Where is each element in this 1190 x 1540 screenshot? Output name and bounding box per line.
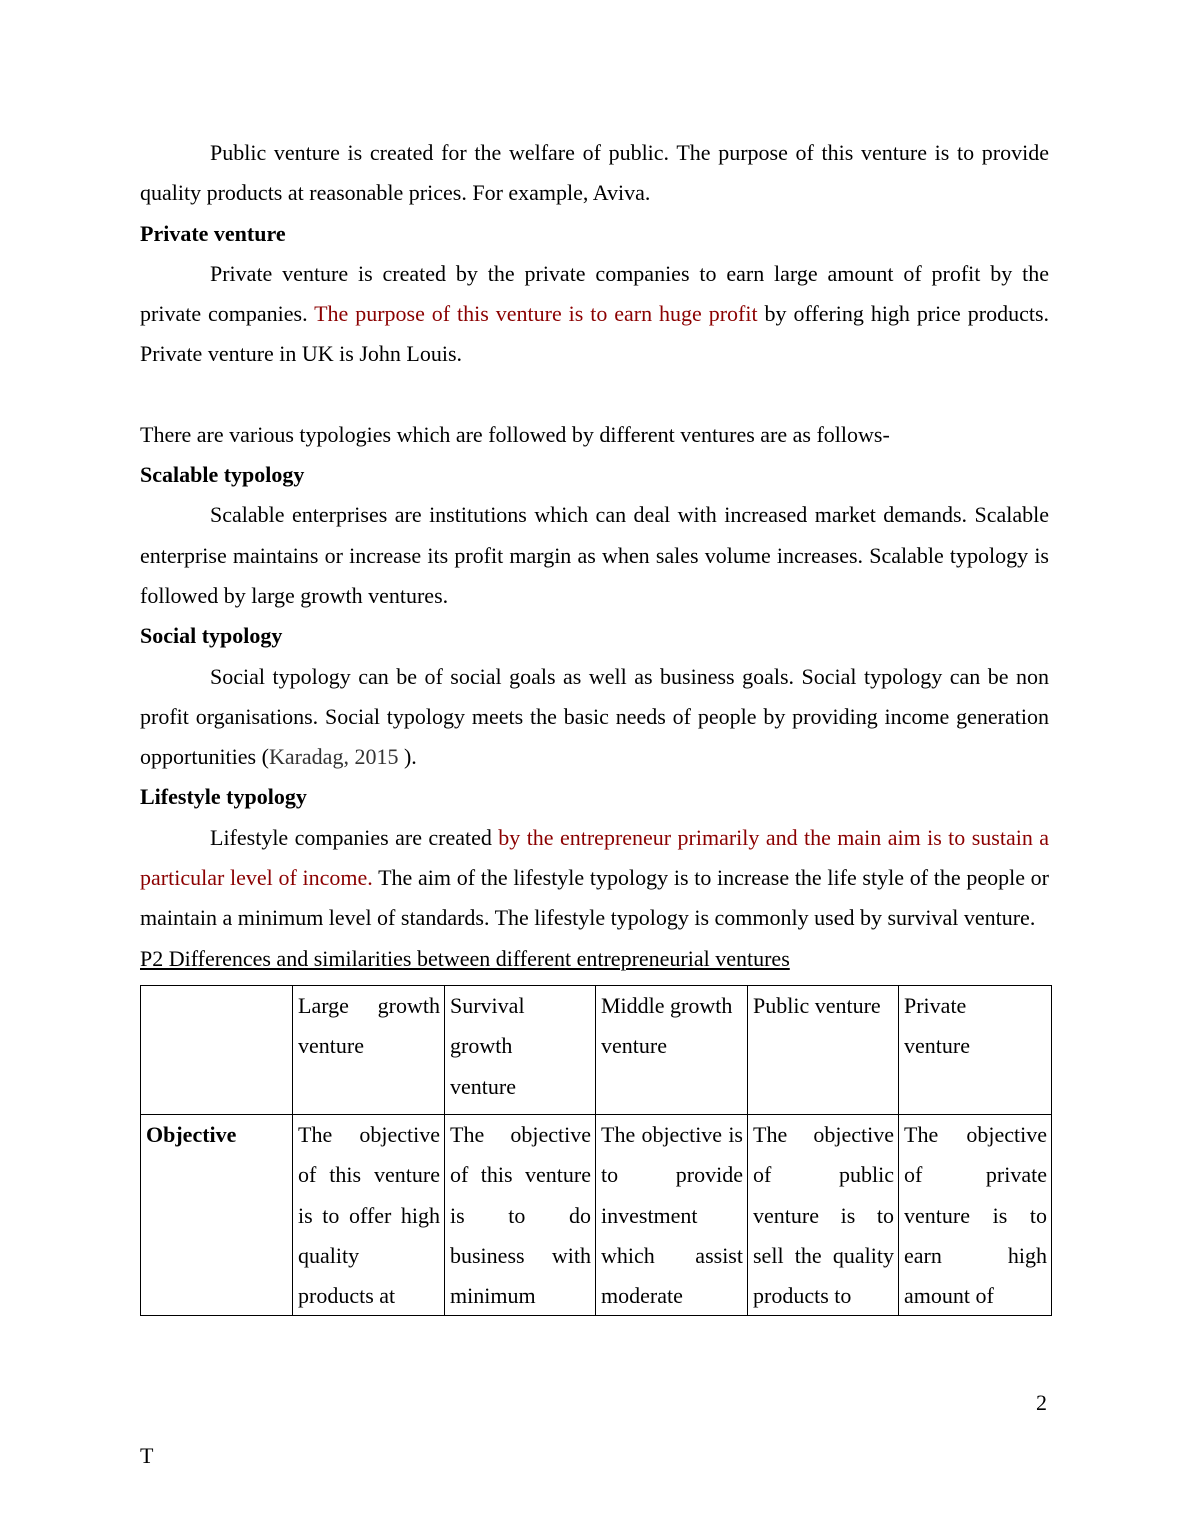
table-header-cell: Survival growth venture [445,985,596,1114]
lifestyle-text-b: The aim of the lifestyle typology is to increase the life style of the people or maintain a minimum level of standards. The lifestyle typology is commonly used by survival venture. [140,865,1049,931]
table-header-cell [141,985,293,1114]
footer-text: T [140,1443,154,1468]
cell-text: The objective of this venture is to offer high quality products at [298,1121,440,1309]
ventures-comparison-table [140,985,1052,1316]
lifestyle-text-highlight: by the entrepreneur primarily and the main aim is to sustain a particular level of income. [140,824,1049,891]
cell-text: The objective is to provide investment which assist moderate [601,1121,743,1309]
private-venture-paragraph [140,254,1049,375]
lifestyle-typology-heading: Lifestyle typology [140,784,307,810]
table-row [141,1114,1052,1315]
table-header-cell: Public venture [748,985,899,1114]
document-body [140,133,1049,1316]
blank-line [140,375,1049,415]
private-text-b: by offering high price products. Private venture in UK is John Louis. [140,301,1050,367]
table-cell [748,1114,899,1315]
lifestyle-text-a: Lifestyle companies are created [210,824,499,850]
table-cell [596,1114,748,1315]
table-header-cell: Large growth venture [293,985,445,1114]
cell-text: The objective of public venture is to sell the quality products to [753,1121,894,1309]
social-typology-paragraph [140,657,1049,778]
cell-text: The objective of this venture is to do business with minimum [450,1121,591,1309]
social-text-a: Social typology can be of social goals as well as business goals. Social typology can be non profit organisations. Social typology meets the basic needs of people by providing income generation opportunities ( [140,663,1049,770]
row-label-objective: Objective [141,1114,293,1315]
section-title: P2 Differences and similarities between different entrepreneurial ventures [140,945,790,971]
typologies-intro: There are various typologies which are followed by different ventures are as follows- [140,421,890,447]
table-cell [293,1114,445,1315]
table-cell [445,1114,596,1315]
table-cell [899,1114,1052,1315]
lifestyle-typology-paragraph [140,818,1049,939]
scalable-typology-paragraph: Scalable enterprises are institutions which can deal with increased market demands. Scalable enterprise maintains or increase its profit margin as when sales volume increases. Scalable typology is followed by large growth ventures. [140,502,1049,608]
private-venture-heading: Private venture [140,220,286,246]
table-header-cell: Middle growth venture [596,985,748,1114]
social-typology-heading: Social typology [140,623,283,649]
private-text-highlight: The purpose of this venture is to earn huge profit [314,301,758,327]
table-header-cell: Private venture [899,985,1052,1114]
cell-text: The objective of private venture is to earn high amount of [904,1121,1047,1309]
table-header-row [141,985,1052,1114]
social-citation: Karadag, 2015 [268,744,399,770]
scalable-typology-heading: Scalable typology [140,462,305,488]
social-text-b: ). [398,744,417,770]
page-number: 2 [1036,1390,1047,1415]
private-text-a: Private venture is created by the private companies to earn large amount of profit by the private companies. [140,260,1049,327]
public-venture-paragraph: Public venture is created for the welfare of public. The purpose of this venture is to provide quality products at reasonable prices. For example, Aviva. [140,140,1049,206]
